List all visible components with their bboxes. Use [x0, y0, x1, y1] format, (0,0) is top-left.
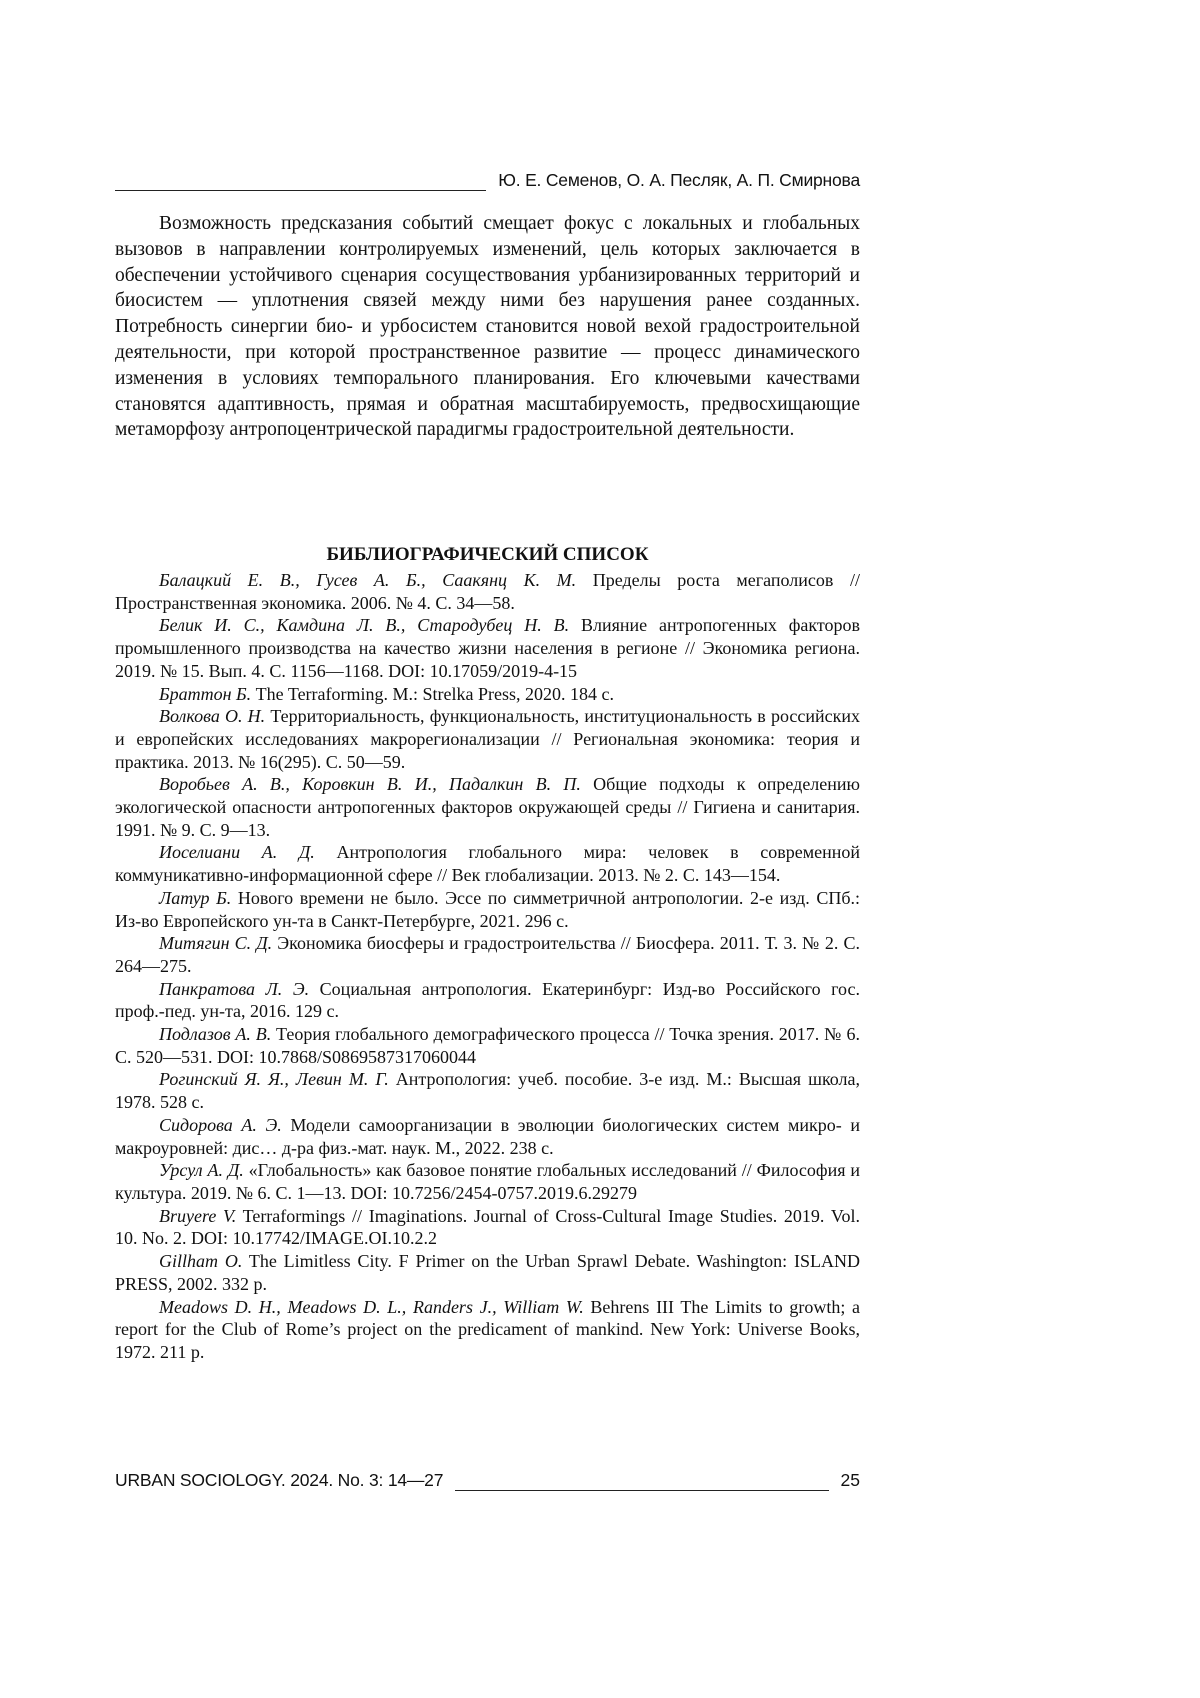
entry-authors: Иоселиани А. Д.	[159, 842, 315, 863]
bibliography-entry	[115, 978, 860, 1023]
bibliography-entry	[115, 887, 860, 932]
entry-details: Социальная антропология. Екатеринбург: Изд-во Российского гос. проф.-пед. ун-та, 2016. 129 с.	[115, 978, 860, 1022]
entry-details: The Terraforming. M.: Strelka Press, 2020. 184 с.	[251, 683, 615, 704]
entry-authors: Балацкий Е. В., Гусев А. Б., Саакянц К. М.	[159, 570, 577, 590]
bibliography-entry	[115, 932, 860, 977]
entry-authors: Панкратова Л. Э.	[159, 978, 310, 999]
entry-authors: Воробьев А. В., Коровкин В. И., Падалкин В. П.	[159, 774, 581, 795]
entry-details: Нового времени не было. Эссе по симметричной антропологии. 2-е изд. СПб.: Из-во Европейского ун-та в Санкт-Петербурге, 2021. 296 с.	[115, 887, 860, 931]
bibliography-entry	[115, 1114, 860, 1159]
bibliography-entry	[115, 569, 860, 614]
entry-details: The Limitless City. F Primer on the Urban Sprawl Debate. Washington: ISLAND PRESS, 2002. 332 p.	[115, 1251, 861, 1294]
header-rule	[115, 176, 486, 191]
footer-rule	[455, 1476, 828, 1491]
bibliography-heading: БИБЛИОГРАФИЧЕСКИЙ СПИСОК	[326, 544, 649, 565]
entry-details: Территориальность, функциональность, институциональность в российских и европейских исследованиях макрорегионализации // Региональная экономика: теория и практика. 2013. № 16(295). С. 50—59.	[115, 706, 860, 772]
entry-authors: Сидорова А. Э.	[159, 1114, 282, 1135]
entry-details: Теория глобального демографического процесса // Точка зрения. 2017. № 6. С. 520—531. DOI: 10.7868/S0869587317060044	[115, 1024, 860, 1067]
body-paragraph: Возможность предсказания событий смещает фокус с локальных и глобальных вызовов в направлении контролируемых изменений, цель которых заключается в обеспечении устойчивого сценария сосуществования урбанизированных территорий и биосистем — уплотнения связей между ними без нарушения ранее созданных. Потребность синергии био- и урбосистем становится новой вехой градостроительной деятельности, при которой пространственное развитие — процесс динамического изменения в условиях темпорального планирования. Его ключевыми качествами становятся адаптивность, прямая и обратная масштабируемость, предвосхищающие метаморфозу антропоцентрической парадигмы градостроительной деятельности.	[115, 213, 860, 441]
bibliography-list	[115, 569, 860, 1364]
bibliography-entry	[115, 1068, 860, 1113]
entry-details: Terraformings // Imaginations. Journal of Cross-Cultural Image Studies. 2019. Vol. 10. No. 2. DOI: 10.17742/IMAGE.OI.10.2.2	[115, 1205, 860, 1249]
entry-authors: Белик И. С., Камдина Л. В., Стародубец Н. В.	[159, 615, 570, 636]
entry-authors: Урсул А. Д.	[159, 1160, 244, 1181]
running-footer	[115, 1470, 860, 1491]
bibliography-entry	[115, 1159, 860, 1204]
bibliography-entry	[115, 1205, 860, 1250]
entry-authors: Meadows D. H., Meadows D. L., Randers J., William W.	[159, 1296, 584, 1317]
bibliography-entry	[115, 1250, 860, 1295]
bibliography-entry	[115, 705, 860, 773]
entry-authors: Митягин С. Д.	[159, 933, 273, 954]
entry-details: Модели самоорганизации в эволюции биологических систем микро- и макроуровней: дис… д-ра физ.-мат. наук. М., 2022. 238 с.	[115, 1114, 860, 1158]
bibliography-entry	[115, 841, 860, 886]
entry-details: Экономика биосферы и градостроительства // Биосфера. 2011. Т. 3. № 2. С. 264—275.	[115, 933, 860, 976]
page-number: 25	[840, 1470, 860, 1490]
bibliography-entry	[115, 683, 860, 706]
entry-authors: Bruyere V.	[159, 1205, 237, 1226]
entry-details: Общие подходы к определению экологической опасности антропогенных факторов окружающей среды // Гигиена и санитария. 1991. № 9. С. 9—13.	[115, 774, 860, 840]
entry-details: Behrens III The Limits to growth; a report for the Club of Rome’s project on the predicament of mankind. New York: Universe Books, 1972. 211 p.	[115, 1296, 860, 1362]
entry-authors: Gillham O.	[159, 1251, 243, 1272]
bibliography-entry	[115, 1023, 860, 1068]
bibliography-entry	[115, 614, 860, 682]
entry-details: Антропология: учеб. пособие. 3-е изд. М.: Высшая школа, 1978. 528 с.	[115, 1069, 861, 1113]
entry-authors: Рогинский Я. Я., Левин М. Г.	[159, 1069, 389, 1090]
entry-authors: Волкова О. Н.	[159, 706, 266, 727]
bibliography-entry	[115, 1296, 860, 1364]
footer-journal: URBAN SOCIOLOGY. 2024. No. 3: 14—27	[115, 1470, 444, 1490]
entry-details: Антропология глобального мира: человек в современной коммуникативно-информационной сфере // Век глобализации. 2013. № 2. С. 143—154.	[115, 842, 860, 886]
bibliography-entry	[115, 773, 860, 841]
entry-details: «Глобальность» как базовое понятие глобальных исследований // Философия и культура. 2019. № 6. С. 1—13. DOI: 10.7256/2454-0757.2019.6.29279	[115, 1160, 860, 1203]
entry-authors: Подлазов А. В.	[159, 1024, 272, 1045]
entry-authors: Латур Б.	[159, 887, 232, 908]
entry-details: Влияние антропогенных факторов промышленного производства на качество жизни населения в регионе // Экономика региона. 2019. № 15. Вып. 4. С. 1156—1168. DOI: 10.17059/2019-4-15	[115, 615, 861, 681]
entry-details: Пределы роста мегаполисов // Пространственная экономика. 2006. № 4. С. 34—58.	[115, 570, 860, 613]
running-header	[115, 170, 860, 191]
entry-authors: Браттон Б.	[159, 683, 252, 704]
header-authors: Ю. Е. Семенов, О. А. Песляк, А. П. Смирнова	[498, 170, 860, 190]
